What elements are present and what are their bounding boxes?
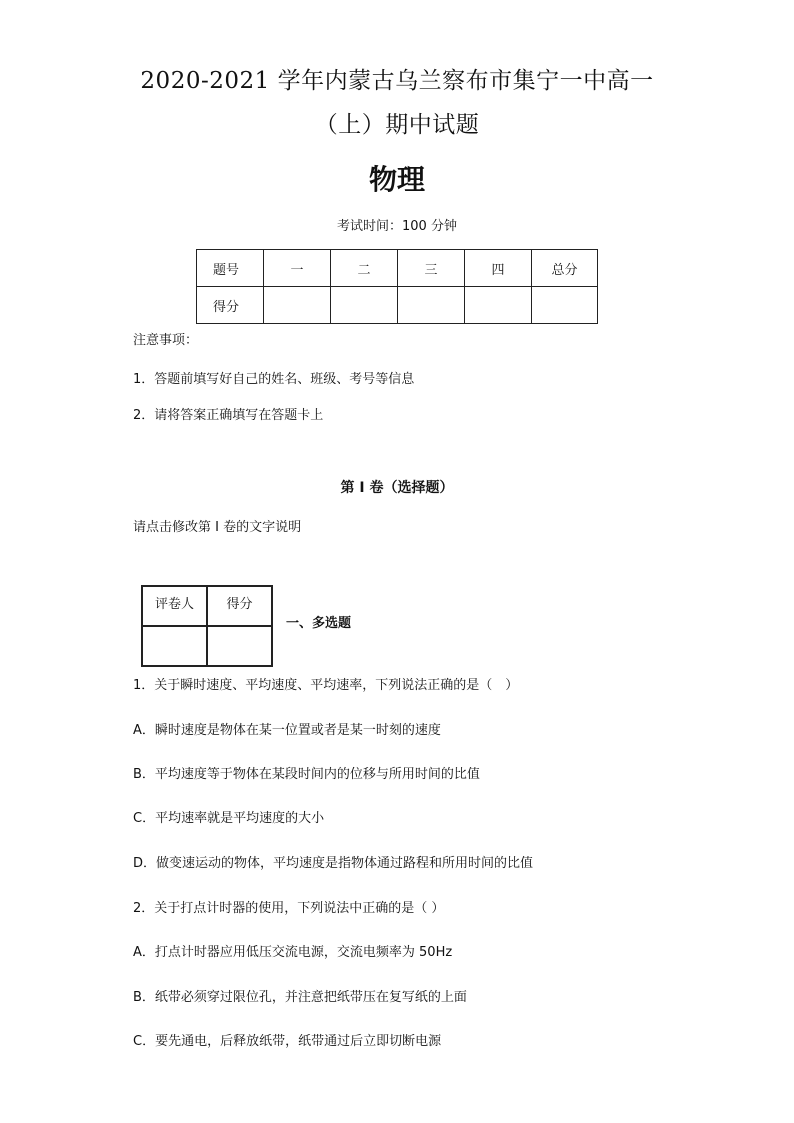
score-header-cell: 题号 [197, 250, 264, 287]
score-table-header-row [197, 250, 598, 287]
section-instruction[interactable]: 请点击修改第 I 卷的文字说明 [133, 520, 302, 535]
score-input-cell[interactable] [532, 287, 598, 324]
score-header-cell: 总分 [532, 250, 598, 287]
grader-table [141, 585, 273, 667]
question-option: D．做变速运动的物体，平均速度是指物体通过路程和所用时间的比值 [133, 856, 534, 871]
question-stem: 2．关于打点计时器的使用，下列说法中正确的是（ ） [133, 901, 445, 916]
question-option: A．瞬时速度是物体在某一位置或者是某一时刻的速度 [133, 723, 441, 738]
grader-input-row [142, 626, 272, 666]
question-stem: 1．关于瞬时速度、平均速度、平均速率，下列说法正确的是（ ） [133, 678, 519, 693]
score-row-label: 得分 [197, 287, 264, 324]
score-header-cell: 二 [331, 250, 398, 287]
score-input-cell[interactable] [264, 287, 331, 324]
score-table [196, 249, 598, 324]
grader-header-cell: 评卷人 [142, 586, 207, 626]
score-header-cell: 三 [398, 250, 465, 287]
part-heading: 一、多选题 [286, 616, 352, 631]
grader-header-cell: 得分 [207, 586, 272, 626]
question-option: A．打点计时器应用低压交流电源，交流电频率为 50Hz [133, 945, 453, 960]
grader-header-row [142, 586, 272, 626]
question-option: C．平均速率就是平均速度的大小 [133, 811, 325, 826]
note-item: 1．答题前填写好自己的姓名、班级、考号等信息 [133, 372, 415, 387]
notes-heading: 注意事项： [133, 333, 199, 348]
score-input-cell[interactable] [398, 287, 465, 324]
score-table-score-row [197, 287, 598, 324]
score-header-cell: 四 [465, 250, 532, 287]
score-input-cell[interactable] [331, 287, 398, 324]
grader-input-cell[interactable] [207, 626, 272, 666]
score-input-cell[interactable] [465, 287, 532, 324]
score-header-cell: 一 [264, 250, 331, 287]
exam-time: 考试时间：100 分钟 [337, 219, 457, 234]
note-item: 2．请将答案正确填写在答题卡上 [133, 408, 324, 423]
question-option: B．平均速度等于物体在某段时间内的位移与所用时间的比值 [133, 767, 480, 782]
section-title: 第 I 卷（选择题） [340, 480, 454, 496]
question-option: B．纸带必须穿过限位孔，并注意把纸带压在复写纸的上面 [133, 990, 467, 1005]
subject-title: 物理 [368, 163, 425, 196]
question-option: C．要先通电，后释放纸带，纸带通过后立即切断电源 [133, 1034, 442, 1049]
grader-input-cell[interactable] [142, 626, 207, 666]
document-title-line2: （上）期中试题 [314, 112, 480, 138]
document-title-line1: 2020-2021 学年内蒙古乌兰察布市集宁一中高一 [140, 68, 654, 94]
